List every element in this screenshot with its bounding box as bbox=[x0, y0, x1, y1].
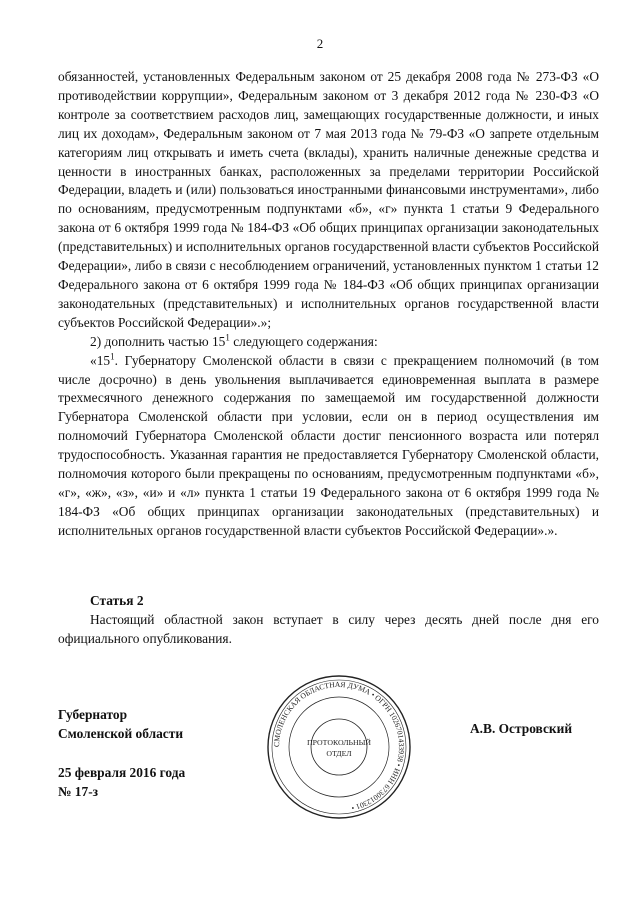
text-line: иметь счета (вклады), хранить наличные денежные средства и ценности bbox=[58, 144, 599, 179]
text-line: официального опубликования. bbox=[58, 630, 232, 646]
text-line: пункта 1 статьи 9 Федерального закона от 6 октября 1999 года № 184-ФЗ «Об общих bbox=[58, 201, 600, 236]
text-line: власти субъектов Российской Федерации».»; bbox=[58, 295, 599, 330]
text-line: (в том числе досрочно) в день увольнения выплачивается единовременная выплата bbox=[58, 352, 599, 387]
text-line: не предоставляется Губернатору Смоленской области, полномочия которого были bbox=[58, 447, 599, 482]
article-2-paragraph bbox=[58, 611, 599, 649]
article-2-heading: Статья 2 bbox=[90, 593, 144, 608]
text-line: от 7 мая 2013 года № 79-ФЗ «О запрете отдельным категориям лиц открывать и bbox=[58, 125, 600, 160]
document-body bbox=[58, 68, 599, 541]
text-line: органов государственной власти субъектов Российской Федерации», либо в связи bbox=[58, 239, 599, 274]
signatory-position bbox=[58, 705, 183, 743]
text-line: 2012 года № 230-ФЗ «О контроле за соответствием расходов лиц, замещающих bbox=[58, 87, 599, 122]
official-seal bbox=[264, 672, 414, 822]
position-line: Губернатор bbox=[58, 707, 128, 722]
item-2-paragraph bbox=[58, 333, 599, 352]
text-line: принципах организации законодательных (представительных) и исполнительных bbox=[58, 220, 599, 255]
text-line: в иностранных банках, расположенных за пределами территории Российской bbox=[120, 163, 599, 179]
item-2-text-end: следующего содержания: bbox=[229, 333, 378, 349]
position-line: Смоленской области bbox=[58, 726, 184, 741]
signatory-name: А.В. Островский bbox=[470, 721, 573, 736]
text-line: «Об общих принципах организации законодательных (представительных) и bbox=[112, 503, 599, 519]
text-line: закона от 6 октября 1999 года № 184-ФЗ «Об общих принципах организации bbox=[143, 276, 599, 292]
superscript: 1 bbox=[225, 332, 230, 343]
text-line: в размере трехмесячного денежного содержания по замещаемой им государственной bbox=[58, 371, 599, 406]
article-2 bbox=[58, 592, 599, 649]
text-line: . Губернатору Смоленской области в связи с прекращением полномочий bbox=[114, 352, 555, 368]
text-line: осуществления им полномочий Губернатора Смоленской области достиг bbox=[58, 409, 599, 444]
text-line: должности Губернатора Смоленской области при условии, если он в период bbox=[58, 390, 599, 425]
signing-date: 25 февраля 2016 года bbox=[58, 765, 186, 780]
svg-text:ПРОТОКОЛЬНЫЙ: ПРОТОКОЛЬНЫЙ bbox=[306, 738, 372, 747]
date-block bbox=[58, 763, 185, 801]
text-line: Федерации, владеть и (или) пользоваться иностранными финансовыми bbox=[58, 182, 466, 198]
text-line: инструментами», либо по основаниям, предусмотренным подпунктами «б», «г» bbox=[58, 182, 599, 217]
continuation-paragraph bbox=[58, 68, 599, 333]
text-line: пенсионного возраста или потерял трудоспособность. Указанная гарантия bbox=[58, 428, 600, 463]
text-line: законодательных (представительных) и исполнительных органов государственной bbox=[58, 295, 554, 311]
text-line: и «л» пункта 1 статьи 19 Федерального закона от 6 октября 1999 года № 184-ФЗ bbox=[58, 484, 599, 519]
text-line: обязанностей, установленных Федеральным законом от 25 декабря 2008 года bbox=[58, 69, 512, 84]
text-line: государственные должности, и иных лиц их доходам», Федеральным законом bbox=[58, 106, 599, 141]
svg-text:СМОЛЕНСКАЯ ОБЛАСТНАЯ ДУМА • ОГ: СМОЛЕНСКАЯ ОБЛАСТНАЯ ДУМА • ОГРН 1026701433938 • ИНН 6730012301 • bbox=[271, 679, 407, 813]
text-line: Настоящий областной закон вступает в силу через десять дней после дня его bbox=[90, 611, 599, 627]
law-number: № 17-з bbox=[58, 784, 99, 799]
text-line: исполнительных органов государственной власти субъектов Российской bbox=[58, 522, 471, 538]
text-line: прекращены по основаниям, предусмотренным подпунктами «б», «г», «ж», «з», «и» bbox=[58, 466, 599, 500]
new-part-paragraph bbox=[58, 352, 599, 541]
new-part-open: «15 bbox=[90, 352, 111, 368]
svg-text:ОТДЕЛ: ОТДЕЛ bbox=[326, 749, 352, 758]
text-line: № 273-ФЗ «О противодействии коррупции», Федеральным законом от 3 декабря bbox=[58, 69, 599, 103]
superscript: 1 bbox=[110, 351, 115, 362]
text-line: с несоблюдением ограничений, установленных пунктом 1 статьи 12 Федерального bbox=[58, 258, 599, 292]
page-number: 2 bbox=[316, 36, 324, 51]
text-line: Федерации».». bbox=[474, 522, 558, 538]
item-2-text: 2) дополнить частью 15 bbox=[90, 333, 226, 349]
